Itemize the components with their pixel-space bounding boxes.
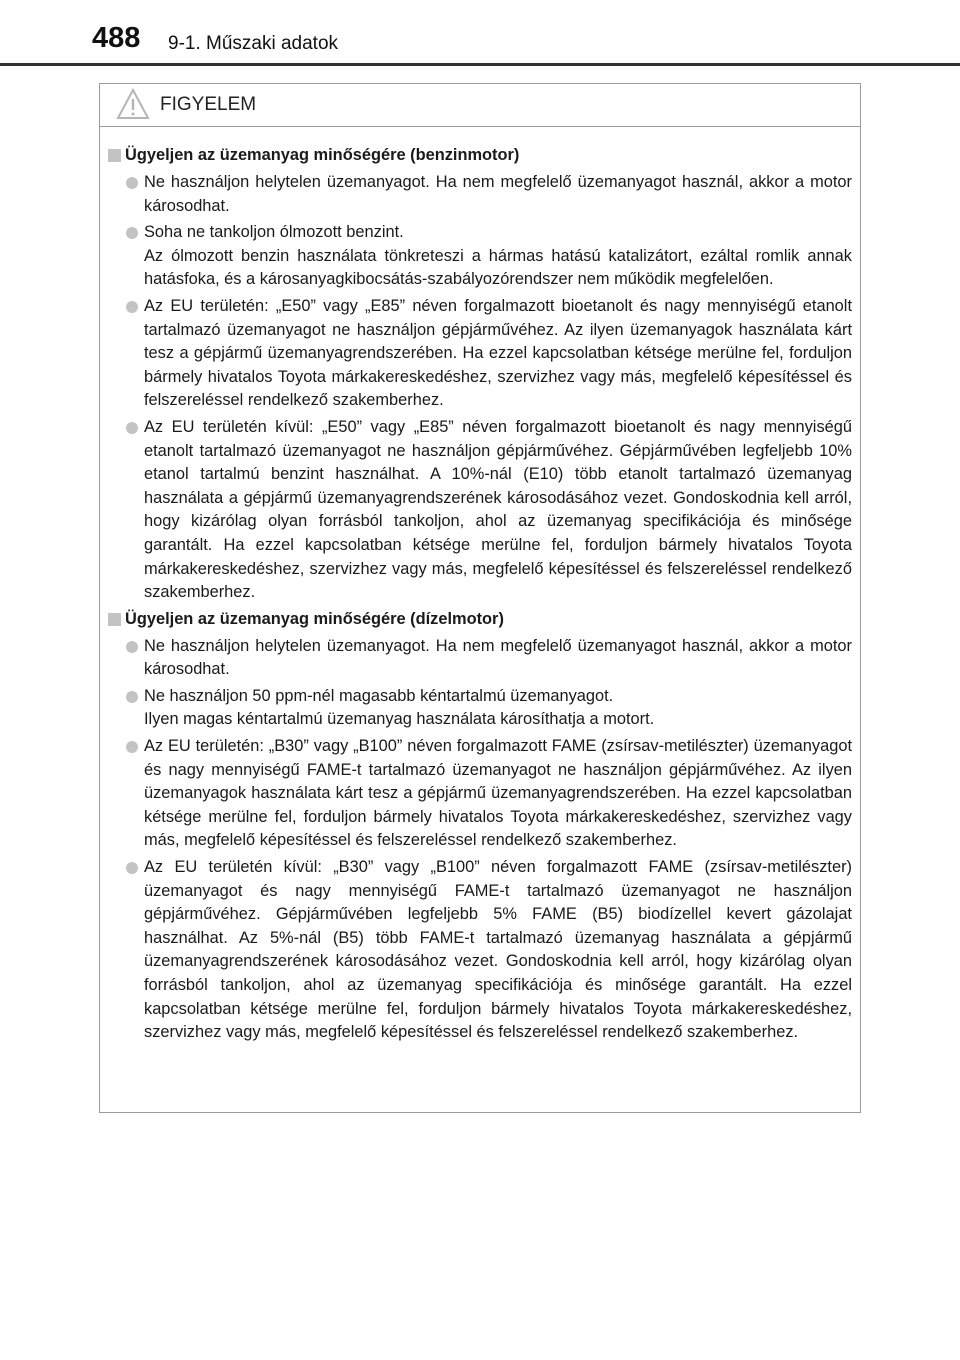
bullet-text: Soha ne tankoljon ólmozott benzint. [144,223,404,242]
square-bullet-icon [108,149,121,162]
bullet-item [108,295,852,413]
bullet-text: Ne használjon helytelen üzemanyagot. Ha nem megfelelő üzemanyagot használ, akkor a motor károsodhat. [144,173,852,215]
circle-bullet-icon [126,862,138,874]
warning-triangle-icon [116,88,150,120]
bullet-text: Ne használjon 50 ppm-nél magasabb kéntartalmú üzemanyagot. [144,686,614,705]
bullet-item [108,635,852,682]
header-divider [0,63,960,66]
bullet-text: Az EU területén kívül: „E50” vagy „E85” néven forgalmazott bioetanolt és nagy mennyiségű etanolt tartalmazó üzemanyagot ne használjon gépjárművéhez. Gépjárművében legfeljebb 10% etanol tartalmú benzint használhat. A 10%-nál (E10) több etanolt tartalmazó üzemanyag használata a gépjármű üzemanyagrendszerének károsodásához vezet. Gondoskodnia kell arról, hogy kizárólag olyan forrásból tankoljon, ahol az üzemanyag specifikációja és minősége garantált. Ha ezzel kapcsolatban kétsége merülne fel, forduljon bármely hivatalos Toyota márkakereskedéshez, szervizhez vagy más, megfelelő képesítéssel és felszereléssel rendelkező szakemberhez. [144,417,852,602]
bullet-text: Az EU területén: „E50” vagy „E85” néven forgalmazott bioetanolt és nagy mennyiségű etanolt tartalmazó üzemanyagot ne használjon gépjárművéhez. Az ilyen üzemanyagok használata kárt tesz a gépjármű üzemanyagrendszerében. Ha ezzel kapcsolatban kétsége merülne fel, forduljon bármely hivatalos Toyota márkakereskedéshez, szervizhez vagy más, megfelelő képesítéssel és felszereléssel rendelkező szakemberhez. [144,296,852,410]
circle-bullet-icon [126,301,138,313]
bullet-text: Az ólmozott benzin használata tönkreteszi a hármas hatású katalizátort, ezáltal romlik annak hatásfoka, és a károsanyagkibocsátás-szabályozórendszer nem működik megfelelően. [144,246,852,289]
bullet-text: Az EU területén kívül: „B30” vagy „B100” néven forgalmazott FAME (zsírsav-metilészter) üzemanyagot és nagy mennyiségű FAME-t tartalmazó üzemanyagot ne használjon gépjárművéhez. Gépjárművében legfeljebb 5% FAME (B5) biodízellel kevert gázolajat használhat. Az 5%-nál (B5) több FAME-t tartalmazó üzemanyag használata a gépjármű üzemanyagrendszerének károsodásához vezet. Gondoskodnia kell arról, hogy kizárólag olyan forrásból tankoljon, ahol az üzemanyag specifikációja és minősége garantált. Ha ezzel kapcsolatban kétsége merülne fel, forduljon bármely hivatalos Toyota márkakereskedéshez, szervizhez vagy más, megfelelő képesítéssel és felszereléssel rendelkező szakemberhez. [144,858,852,1042]
section-heading [108,144,852,167]
bullet-item [108,171,852,218]
bullet-text: Ne használjon helytelen üzemanyagot. Ha nem megfelelő üzemanyagot használ, akkor a motor károsodhat. [144,636,852,679]
page-header [0,0,960,70]
section-heading-text: Ügyeljen az üzemanyag minőségére (dízelmotor) [125,609,504,628]
section-heading-text: Ügyeljen az üzemanyag minőségére (benzinmotor) [125,146,520,164]
section-title: 9-1. Műszaki adatok [168,33,339,54]
warning-box [99,83,861,1113]
circle-bullet-icon [126,177,138,189]
circle-bullet-icon [126,641,138,653]
circle-bullet-icon [126,422,138,434]
bullet-item [108,735,852,853]
circle-bullet-icon [126,227,138,239]
section-heading [108,608,852,631]
warning-header [100,84,860,127]
circle-bullet-icon [126,691,138,703]
warning-content [100,127,860,1045]
square-bullet-icon [108,613,121,626]
bullet-item [108,856,852,1045]
bullet-item [108,416,852,605]
page-number: 488 [92,22,141,54]
bullet-text: Az EU területén: „B30” vagy „B100” néven forgalmazott FAME (zsírsav-metilészter) üzemanyagot és nagy mennyiségű FAME-t tartalmazó üzemanyagot ne használjon gépjárművéhez. Az ilyen üzemanyagok használata kárt tesz a gépjármű üzemanyagrendszerében. Ha ezzel kapcsolatban kétsége merülne fel, forduljon bármely hivatalos Toyota márkakereskedéshez, szervizhez vagy más, megfelelő képesítéssel és felszereléssel rendelkező szakemberhez. [144,737,852,850]
warning-title: FIGYELEM [160,94,257,115]
bullet-item [108,221,852,292]
bullet-item [108,685,852,732]
bullet-text: Ilyen magas kéntartalmú üzemanyag használata károsíthatja a motort. [144,710,655,729]
circle-bullet-icon [126,741,138,753]
